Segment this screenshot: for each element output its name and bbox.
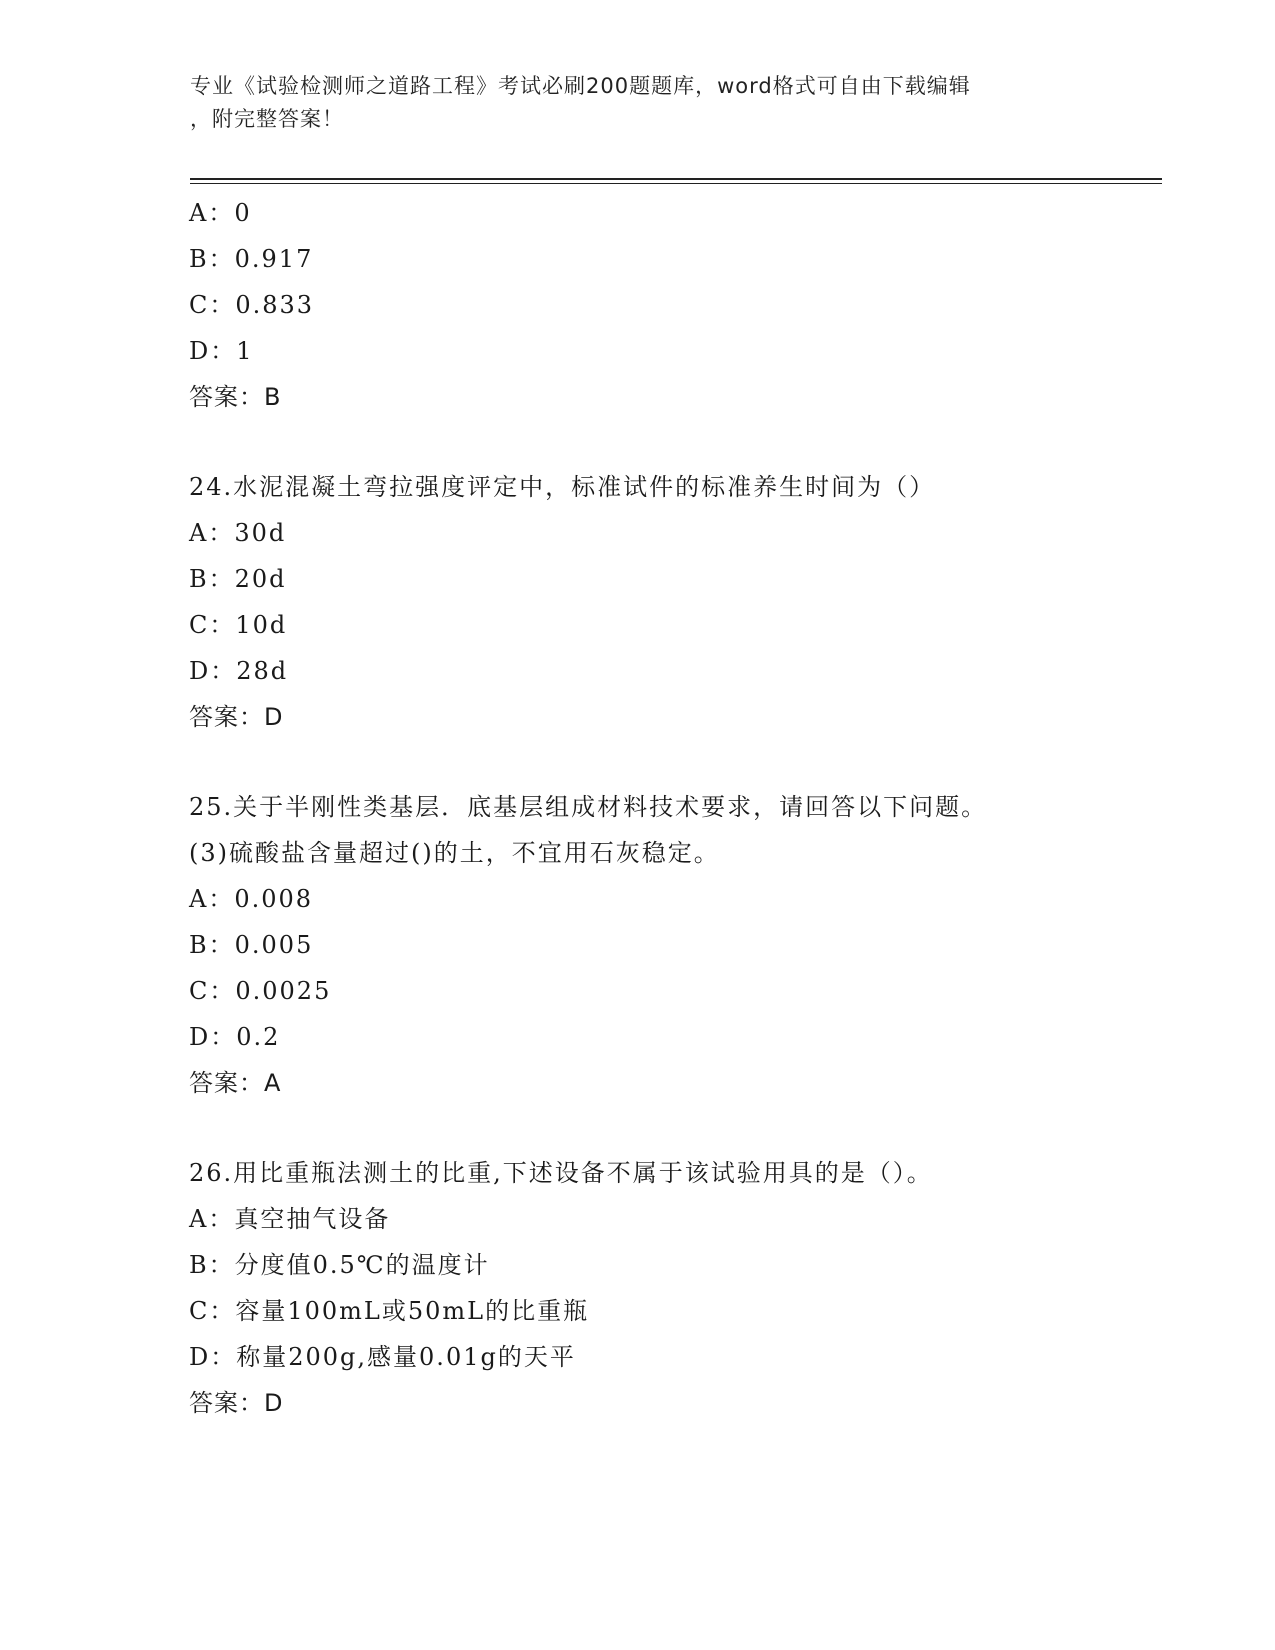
option-c: C：0.833: [189, 291, 315, 319]
question-23-block: [189, 190, 1169, 420]
option-d: D：28d: [189, 657, 289, 685]
option-a: A：30d: [189, 519, 287, 547]
question-26-block: [189, 1150, 1169, 1426]
option-a: A：0.008: [189, 885, 314, 913]
header-rule-thin: [190, 183, 1162, 184]
answer: 答案：D: [189, 1389, 284, 1417]
question-25-block: [189, 784, 1169, 1106]
option-a: A：真空抽气设备: [189, 1205, 391, 1233]
header-rule-thick: [190, 178, 1162, 180]
option-d: D：1: [189, 337, 254, 365]
option-d: D：称量200g,感量0.01g的天平: [189, 1343, 576, 1371]
option-c: C：容量100mL或50mL的比重瓶: [189, 1297, 590, 1325]
answer: 答案：D: [189, 703, 284, 731]
option-b: B：分度值0.5℃的温度计: [189, 1251, 490, 1279]
question-list: [189, 190, 1169, 1426]
document-header: [190, 70, 1090, 136]
answer: 答案：A: [189, 1069, 282, 1097]
option-b: B：20d: [189, 565, 287, 593]
question-text: 26.用比重瓶法测土的比重,下述设备不属于该试验用具的是（）。: [189, 1159, 933, 1187]
option-b: B：0.917: [189, 245, 314, 273]
header-line-1: 专业《试验检测师之道路工程》考试必刷200题题库，word格式可自由下载编辑: [190, 74, 971, 98]
header-line-2: ，附完整答案！: [190, 107, 344, 131]
option-a: A：0: [189, 199, 252, 227]
option-c: C：0.0025: [189, 977, 332, 1005]
question-text: 25.关于半刚性类基层．底基层组成材料技术要求，请回答以下问题。: [189, 793, 988, 821]
answer: 答案：B: [189, 383, 282, 411]
question-text: 24.水泥混凝土弯拉强度评定中，标准试件的标准养生时间为（）: [189, 473, 936, 501]
question-24-block: [189, 464, 1169, 740]
option-d: D：0.2: [189, 1023, 281, 1051]
question-subtext: (3)硫酸盐含量超过()的土，不宜用石灰稳定。: [189, 839, 720, 867]
option-b: B：0.005: [189, 931, 314, 959]
option-c: C：10d: [189, 611, 288, 639]
